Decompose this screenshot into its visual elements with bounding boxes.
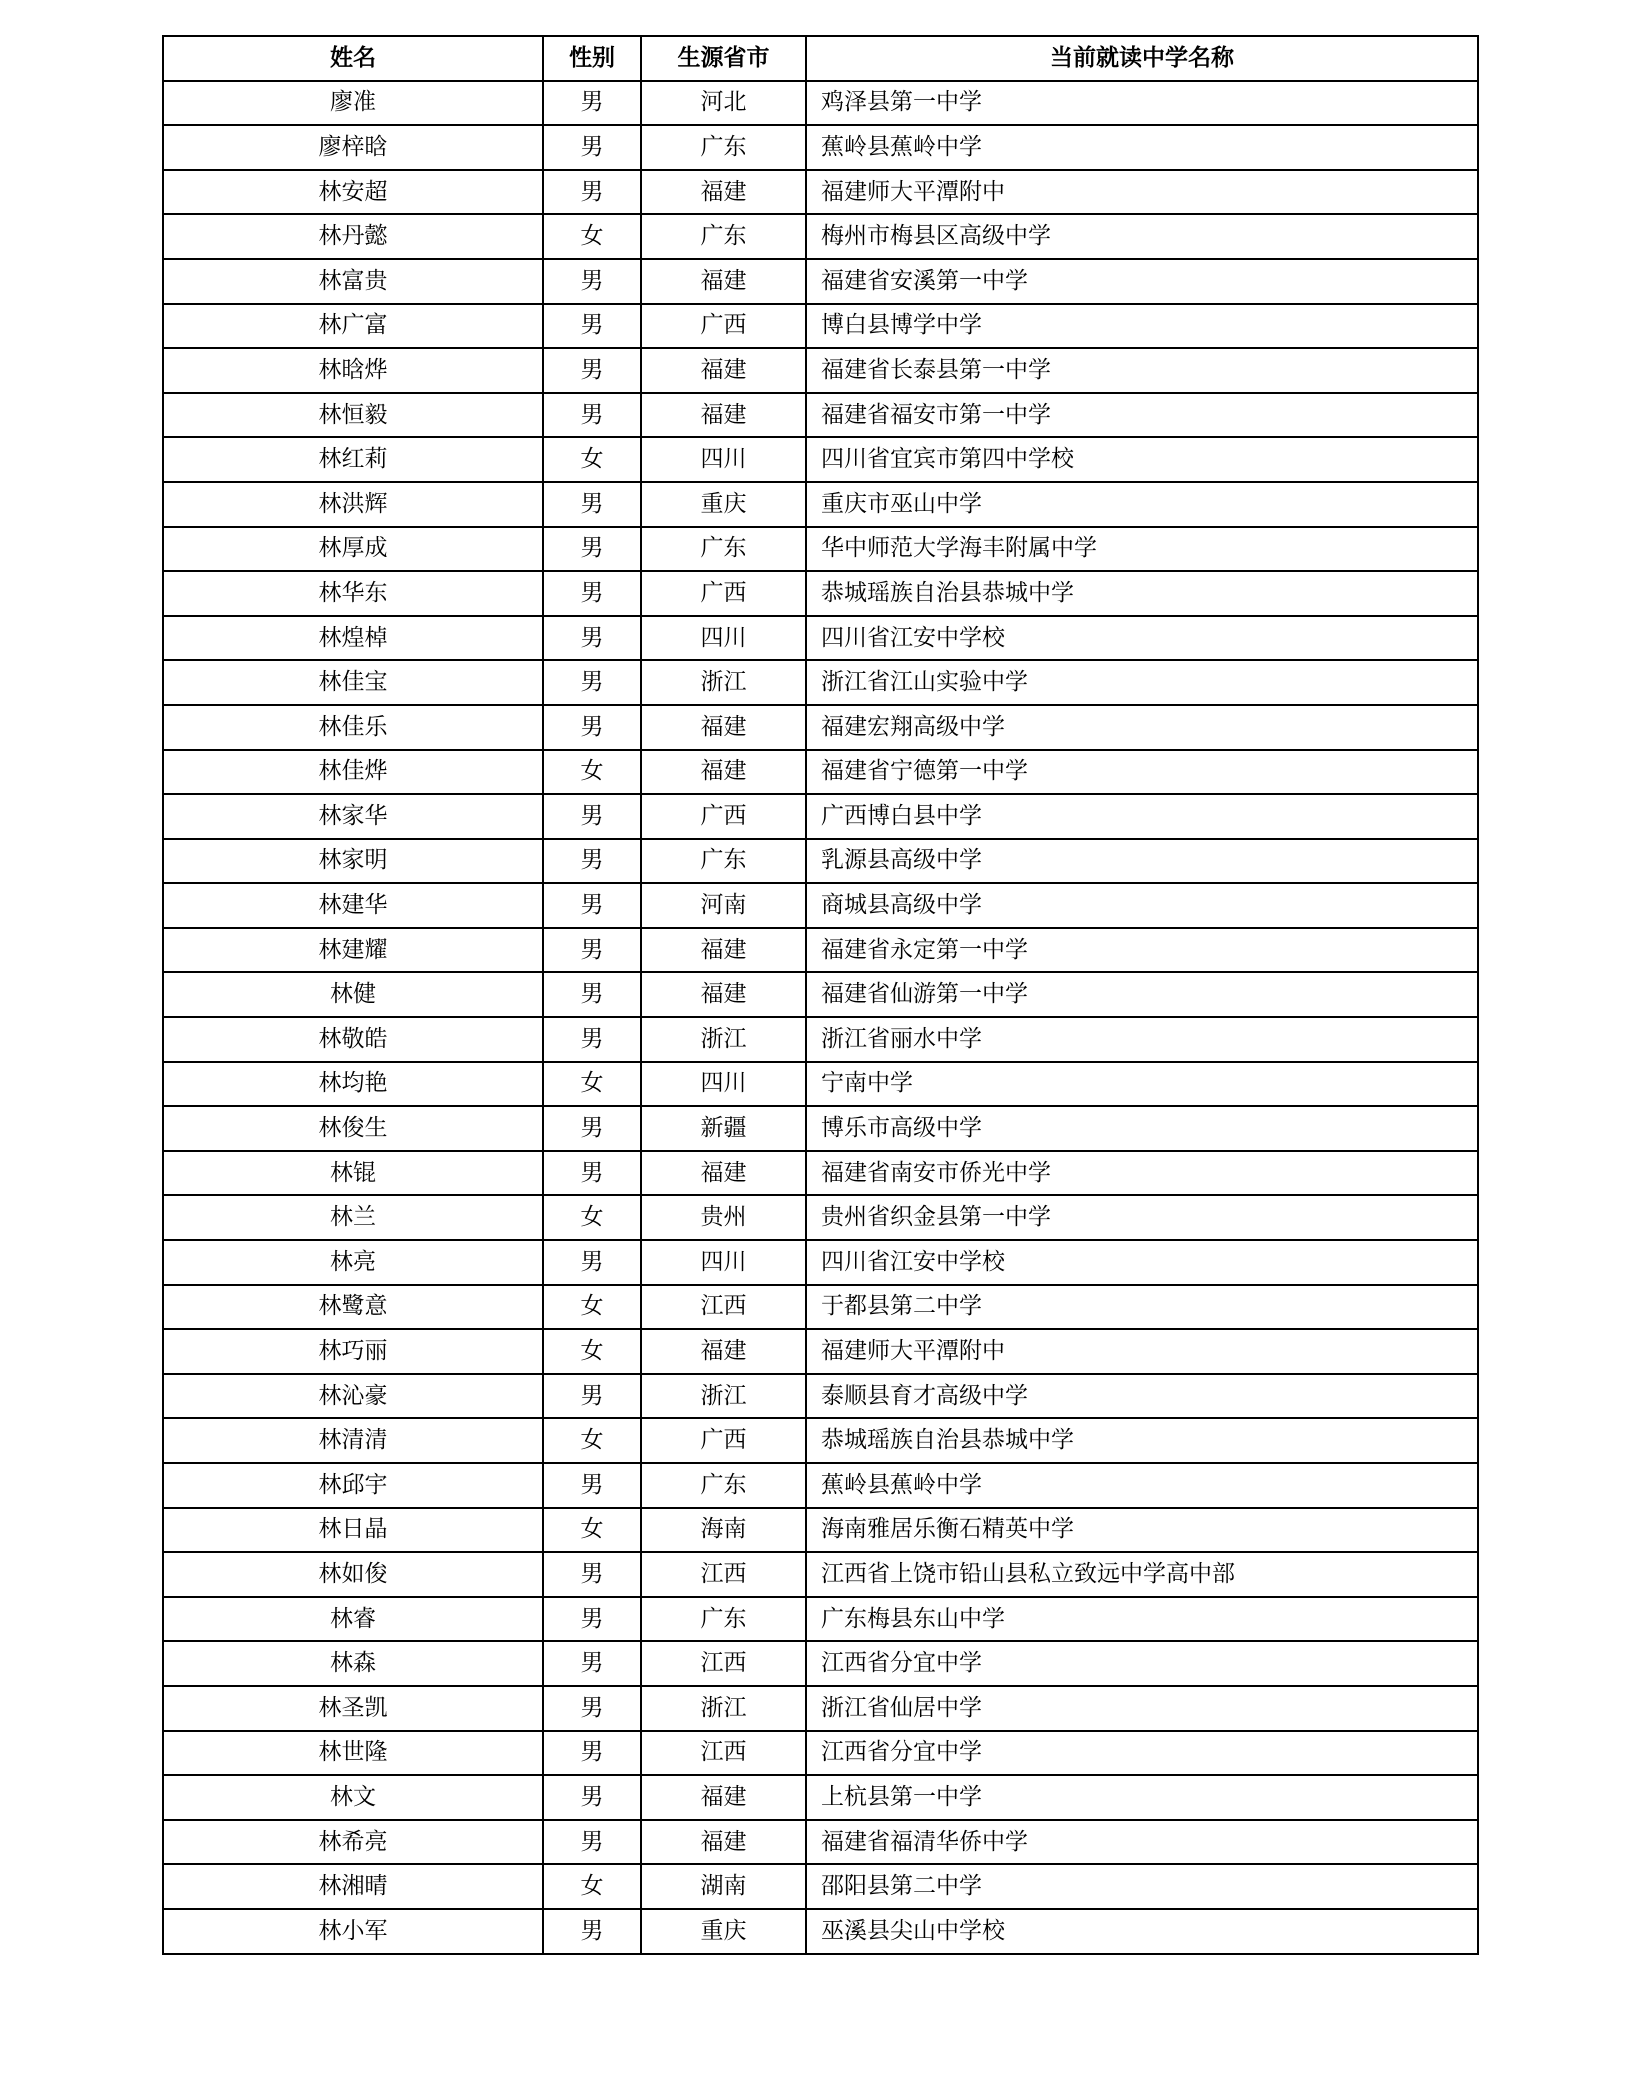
cell-name: 林建耀 [163, 928, 543, 973]
cell-school: 福建省仙游第一中学 [806, 972, 1478, 1017]
cell-name: 林佳宝 [163, 660, 543, 705]
cell-gender: 男 [543, 1374, 641, 1419]
cell-province: 广西 [641, 794, 806, 839]
cell-name: 林佳乐 [163, 705, 543, 750]
table-row [163, 1909, 1478, 1954]
cell-school: 蕉岭县蕉岭中学 [806, 125, 1478, 170]
cell-name: 林红莉 [163, 437, 543, 482]
cell-province: 江西 [641, 1285, 806, 1330]
cell-name: 林鹭意 [163, 1285, 543, 1330]
cell-school: 恭城瑶族自治县恭城中学 [806, 571, 1478, 616]
cell-province: 重庆 [641, 482, 806, 527]
cell-name: 林健 [163, 972, 543, 1017]
cell-gender: 男 [543, 794, 641, 839]
cell-name: 林森 [163, 1641, 543, 1686]
cell-province: 广东 [641, 839, 806, 884]
table-row [163, 794, 1478, 839]
cell-school: 四川省江安中学校 [806, 1240, 1478, 1285]
cell-school: 江西省分宜中学 [806, 1641, 1478, 1686]
cell-name: 林均艳 [163, 1062, 543, 1107]
cell-province: 福建 [641, 972, 806, 1017]
cell-gender: 女 [543, 437, 641, 482]
cell-school: 广西博白县中学 [806, 794, 1478, 839]
cell-school: 乳源县高级中学 [806, 839, 1478, 884]
cell-name: 林睿 [163, 1597, 543, 1642]
cell-name: 林小军 [163, 1909, 543, 1954]
cell-school: 福建省福清华侨中学 [806, 1820, 1478, 1865]
cell-gender: 男 [543, 1686, 641, 1731]
cell-gender: 男 [543, 1909, 641, 1954]
cell-province: 四川 [641, 616, 806, 661]
cell-name: 林佳烨 [163, 750, 543, 795]
table-row [163, 1686, 1478, 1731]
cell-province: 福建 [641, 1820, 806, 1865]
cell-gender: 女 [543, 1195, 641, 1240]
cell-province: 海南 [641, 1508, 806, 1553]
cell-province: 浙江 [641, 1686, 806, 1731]
cell-school: 恭城瑶族自治县恭城中学 [806, 1418, 1478, 1463]
cell-name: 林家华 [163, 794, 543, 839]
cell-province: 福建 [641, 1151, 806, 1196]
table-row [163, 1731, 1478, 1776]
cell-province: 广东 [641, 527, 806, 572]
cell-school: 商城县高级中学 [806, 883, 1478, 928]
cell-name: 林世隆 [163, 1731, 543, 1776]
table-row [163, 1864, 1478, 1909]
table-row [163, 1641, 1478, 1686]
cell-school: 浙江省丽水中学 [806, 1017, 1478, 1062]
cell-school: 江西省分宜中学 [806, 1731, 1478, 1776]
cell-province: 重庆 [641, 1909, 806, 1954]
cell-province: 贵州 [641, 1195, 806, 1240]
cell-school: 华中师范大学海丰附属中学 [806, 527, 1478, 572]
cell-gender: 女 [543, 1062, 641, 1107]
cell-school: 梅州市梅县区高级中学 [806, 214, 1478, 259]
cell-school: 于都县第二中学 [806, 1285, 1478, 1330]
table-row [163, 705, 1478, 750]
cell-province: 福建 [641, 750, 806, 795]
cell-province: 广东 [641, 1597, 806, 1642]
cell-name: 林广富 [163, 304, 543, 349]
table-row [163, 1418, 1478, 1463]
student-list-table [162, 35, 1479, 1955]
cell-school: 福建省安溪第一中学 [806, 259, 1478, 304]
cell-name: 林安超 [163, 170, 543, 215]
cell-name: 林家明 [163, 839, 543, 884]
table-row [163, 1195, 1478, 1240]
header-name: 姓名 [163, 36, 543, 81]
table-row [163, 1240, 1478, 1285]
cell-province: 浙江 [641, 1374, 806, 1419]
cell-province: 江西 [641, 1641, 806, 1686]
cell-province: 广东 [641, 214, 806, 259]
cell-name: 林厚成 [163, 527, 543, 572]
cell-school: 四川省江安中学校 [806, 616, 1478, 661]
cell-province: 福建 [641, 170, 806, 215]
cell-gender: 女 [543, 1329, 641, 1374]
table-row [163, 348, 1478, 393]
header-school: 当前就读中学名称 [806, 36, 1478, 81]
cell-gender: 女 [543, 1418, 641, 1463]
cell-school: 泰顺县育才高级中学 [806, 1374, 1478, 1419]
cell-province: 福建 [641, 348, 806, 393]
cell-school: 海南雅居乐衡石精英中学 [806, 1508, 1478, 1553]
cell-gender: 男 [543, 125, 641, 170]
cell-school: 福建宏翔高级中学 [806, 705, 1478, 750]
cell-gender: 男 [543, 1151, 641, 1196]
table-row [163, 1552, 1478, 1597]
table-header-row [163, 36, 1478, 81]
cell-name: 林湘晴 [163, 1864, 543, 1909]
table-row [163, 1775, 1478, 1820]
table-body [163, 81, 1478, 1954]
cell-province: 福建 [641, 393, 806, 438]
cell-gender: 男 [543, 1597, 641, 1642]
cell-province: 福建 [641, 705, 806, 750]
table-row [163, 1508, 1478, 1553]
cell-gender: 男 [543, 571, 641, 616]
cell-school: 博乐市高级中学 [806, 1106, 1478, 1151]
cell-name: 林华东 [163, 571, 543, 616]
cell-gender: 男 [543, 1552, 641, 1597]
table-row [163, 1062, 1478, 1107]
cell-province: 江西 [641, 1552, 806, 1597]
cell-name: 林恒毅 [163, 393, 543, 438]
cell-name: 林富贵 [163, 259, 543, 304]
cell-name: 林敬皓 [163, 1017, 543, 1062]
cell-gender: 女 [543, 1285, 641, 1330]
table-row [163, 437, 1478, 482]
cell-province: 浙江 [641, 1017, 806, 1062]
cell-name: 林日晶 [163, 1508, 543, 1553]
cell-school: 博白县博学中学 [806, 304, 1478, 349]
table-row [163, 750, 1478, 795]
cell-province: 福建 [641, 928, 806, 973]
cell-school: 贵州省织金县第一中学 [806, 1195, 1478, 1240]
cell-school: 浙江省仙居中学 [806, 1686, 1478, 1731]
cell-school: 鸡泽县第一中学 [806, 81, 1478, 126]
cell-province: 四川 [641, 437, 806, 482]
cell-gender: 男 [543, 705, 641, 750]
cell-province: 广西 [641, 1418, 806, 1463]
cell-gender: 女 [543, 750, 641, 795]
cell-gender: 男 [543, 482, 641, 527]
table-row [163, 883, 1478, 928]
cell-gender: 男 [543, 1106, 641, 1151]
table-row [163, 259, 1478, 304]
cell-school: 广东梅县东山中学 [806, 1597, 1478, 1642]
cell-gender: 男 [543, 393, 641, 438]
table-row [163, 482, 1478, 527]
cell-gender: 女 [543, 1864, 641, 1909]
cell-gender: 男 [543, 972, 641, 1017]
cell-province: 四川 [641, 1240, 806, 1285]
table-row [163, 393, 1478, 438]
cell-name: 林沁豪 [163, 1374, 543, 1419]
cell-gender: 女 [543, 1508, 641, 1553]
table-row [163, 1597, 1478, 1642]
cell-province: 广西 [641, 571, 806, 616]
cell-name: 廖准 [163, 81, 543, 126]
table-row [163, 1374, 1478, 1419]
header-gender: 性别 [543, 36, 641, 81]
cell-school: 重庆市巫山中学 [806, 482, 1478, 527]
cell-name: 林邱宇 [163, 1463, 543, 1508]
cell-province: 河北 [641, 81, 806, 126]
table-row [163, 616, 1478, 661]
cell-province: 福建 [641, 1329, 806, 1374]
cell-gender: 男 [543, 883, 641, 928]
table-row [163, 660, 1478, 705]
cell-name: 林圣凯 [163, 1686, 543, 1731]
cell-school: 福建省长泰县第一中学 [806, 348, 1478, 393]
table-row [163, 527, 1478, 572]
cell-province: 广东 [641, 1463, 806, 1508]
cell-school: 巫溪县尖山中学校 [806, 1909, 1478, 1954]
cell-school: 四川省宜宾市第四中学校 [806, 437, 1478, 482]
table-row [163, 928, 1478, 973]
cell-gender: 男 [543, 839, 641, 884]
cell-gender: 男 [543, 304, 641, 349]
cell-gender: 男 [543, 1731, 641, 1776]
cell-school: 浙江省江山实验中学 [806, 660, 1478, 705]
cell-gender: 男 [543, 1017, 641, 1062]
cell-gender: 男 [543, 1240, 641, 1285]
cell-gender: 男 [543, 527, 641, 572]
cell-school: 江西省上饶市铅山县私立致远中学高中部 [806, 1552, 1478, 1597]
cell-school: 上杭县第一中学 [806, 1775, 1478, 1820]
cell-province: 新疆 [641, 1106, 806, 1151]
cell-gender: 男 [543, 660, 641, 705]
table-row [163, 214, 1478, 259]
table-row [163, 1285, 1478, 1330]
table-row [163, 1151, 1478, 1196]
cell-gender: 男 [543, 81, 641, 126]
cell-name: 林洪辉 [163, 482, 543, 527]
cell-gender: 男 [543, 1820, 641, 1865]
cell-school: 福建省福安市第一中学 [806, 393, 1478, 438]
cell-province: 江西 [641, 1731, 806, 1776]
cell-name: 林如俊 [163, 1552, 543, 1597]
cell-school: 福建省永定第一中学 [806, 928, 1478, 973]
table-row [163, 571, 1478, 616]
table-row [163, 972, 1478, 1017]
cell-name: 林晗烨 [163, 348, 543, 393]
table-row [163, 81, 1478, 126]
table-row [163, 125, 1478, 170]
table-row [163, 1463, 1478, 1508]
cell-school: 蕉岭县蕉岭中学 [806, 1463, 1478, 1508]
table-row [163, 1017, 1478, 1062]
cell-school: 宁南中学 [806, 1062, 1478, 1107]
cell-name: 廖梓晗 [163, 125, 543, 170]
table-row [163, 170, 1478, 215]
cell-name: 林文 [163, 1775, 543, 1820]
table-row [163, 1820, 1478, 1865]
cell-gender: 男 [543, 928, 641, 973]
cell-name: 林兰 [163, 1195, 543, 1240]
cell-gender: 女 [543, 214, 641, 259]
cell-province: 河南 [641, 883, 806, 928]
cell-name: 林丹懿 [163, 214, 543, 259]
cell-gender: 男 [543, 348, 641, 393]
cell-school: 邵阳县第二中学 [806, 1864, 1478, 1909]
cell-gender: 男 [543, 1463, 641, 1508]
cell-province: 福建 [641, 1775, 806, 1820]
header-province: 生源省市 [641, 36, 806, 81]
cell-gender: 男 [543, 1775, 641, 1820]
table-row [163, 839, 1478, 884]
cell-name: 林巧丽 [163, 1329, 543, 1374]
cell-name: 林清清 [163, 1418, 543, 1463]
cell-name: 林亮 [163, 1240, 543, 1285]
cell-gender: 男 [543, 1641, 641, 1686]
table-row [163, 304, 1478, 349]
cell-school: 福建师大平潭附中 [806, 170, 1478, 215]
cell-name: 林锟 [163, 1151, 543, 1196]
student-list-table-container [162, 35, 1477, 1955]
cell-name: 林煌棹 [163, 616, 543, 661]
cell-gender: 男 [543, 616, 641, 661]
cell-province: 广西 [641, 304, 806, 349]
cell-name: 林希亮 [163, 1820, 543, 1865]
cell-province: 福建 [641, 259, 806, 304]
cell-province: 广东 [641, 125, 806, 170]
cell-province: 浙江 [641, 660, 806, 705]
table-row [163, 1106, 1478, 1151]
cell-name: 林俊生 [163, 1106, 543, 1151]
cell-school: 福建省宁德第一中学 [806, 750, 1478, 795]
cell-gender: 男 [543, 170, 641, 215]
cell-school: 福建省南安市侨光中学 [806, 1151, 1478, 1196]
cell-province: 四川 [641, 1062, 806, 1107]
cell-school: 福建师大平潭附中 [806, 1329, 1478, 1374]
cell-province: 湖南 [641, 1864, 806, 1909]
cell-gender: 男 [543, 259, 641, 304]
cell-name: 林建华 [163, 883, 543, 928]
table-row [163, 1329, 1478, 1374]
